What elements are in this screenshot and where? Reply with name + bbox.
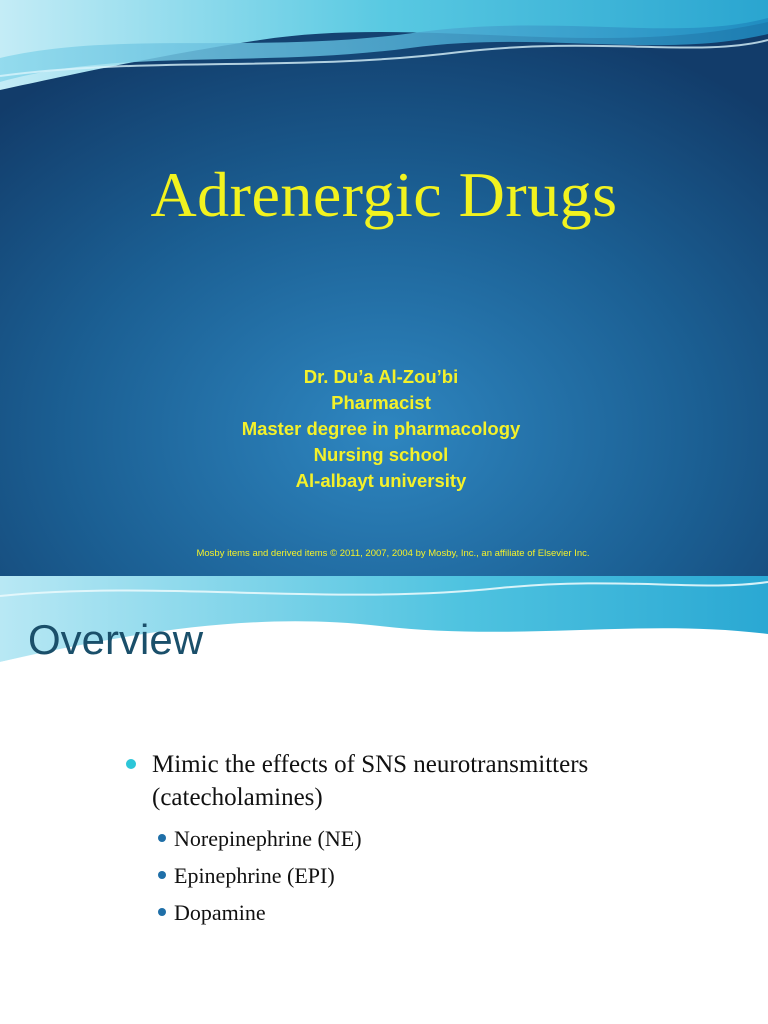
bullet-list <box>126 748 726 931</box>
list-item <box>126 748 726 814</box>
copyright-notice: Mosby items and derived items © 2011, 2007, 2004 by Mosby, Inc., an affiliate of Elsevier Inc. <box>196 548 590 559</box>
list-item <box>154 820 726 857</box>
author-degree: Master degree in pharmacology <box>241 418 521 439</box>
author-block <box>0 364 762 494</box>
overview-heading: Overview <box>28 616 204 663</box>
list-item <box>154 894 726 931</box>
author-university: Al-albayt university <box>295 470 467 491</box>
sub-bullet-dot-icon <box>158 834 166 842</box>
bullet-dot-icon <box>126 759 136 769</box>
author-profession: Pharmacist <box>331 392 431 413</box>
sub-bullet-list <box>126 820 726 931</box>
author-school: Nursing school <box>313 444 449 465</box>
sub-bullet-text: Norepinephrine (NE) <box>174 826 362 851</box>
sub-bullet-text: Epinephrine (EPI) <box>174 863 335 888</box>
sub-bullet-dot-icon <box>158 908 166 916</box>
sub-bullet-text: Dopamine <box>174 900 266 925</box>
list-item <box>154 857 726 894</box>
author-name: Dr. Du’a Al-Zou’bi <box>303 366 459 387</box>
sub-bullet-dot-icon <box>158 871 166 879</box>
overview-slide <box>0 576 768 1024</box>
slide-title: Adrenergic Drugs <box>150 159 618 230</box>
bullet-text: Mimic the effects of SNS neurotransmitters (catecholamines) <box>152 751 589 811</box>
